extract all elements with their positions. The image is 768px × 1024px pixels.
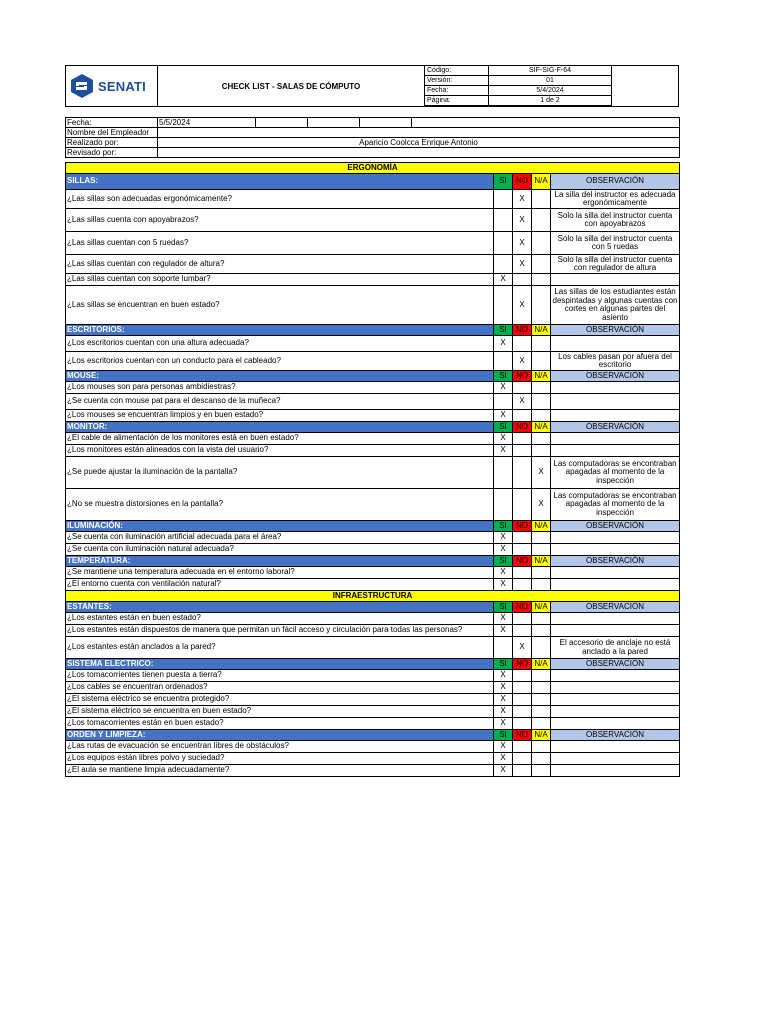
col-observacion: OBSERVACIÓN (551, 659, 680, 670)
mark-x: X (500, 753, 506, 763)
observation (551, 445, 680, 457)
mark-no (513, 613, 532, 625)
section-header (66, 659, 680, 670)
mark-si (494, 445, 513, 457)
document-meta (424, 65, 612, 106)
mark-no (513, 286, 532, 325)
band-infraestructura (66, 591, 680, 602)
checklist-row (66, 410, 680, 422)
empleador-label: Nombre del Empleador (66, 128, 158, 138)
observation: El accesorio de anclaje no está anclado a la pared (551, 637, 680, 659)
question: ¿No se muestra distorsiones en la pantalla? (66, 489, 494, 521)
mark-x: X (500, 579, 506, 589)
observation (551, 670, 680, 682)
mark-si (494, 765, 513, 777)
mark-x: X (519, 193, 525, 203)
col-no: NO (513, 325, 532, 336)
mark-si (494, 625, 513, 637)
checklist-row (66, 190, 680, 209)
question: ¿Se mantiene una temperatura adecuada en el entorno laboral? (66, 567, 494, 579)
checklist-row (66, 567, 680, 579)
col-observacion: OBSERVACIÓN (551, 521, 680, 532)
meta-row (425, 76, 612, 86)
mark-si (494, 718, 513, 730)
mark-x: X (500, 567, 506, 577)
col-observacion: OBSERVACIÓN (551, 174, 680, 190)
col-no: NO (513, 521, 532, 532)
question: ¿Los mouses son para personas ambidiestras? (66, 382, 494, 394)
question: ¿Los escritorios cuentan con una altura adecuada? (66, 336, 494, 352)
mark-si (494, 232, 513, 255)
mark-na (532, 232, 551, 255)
observation (551, 433, 680, 445)
checklist-row (66, 433, 680, 445)
mark-no (513, 741, 532, 753)
question: ¿Las sillas son adecuadas ergonómicamente? (66, 190, 494, 209)
checklist-row (66, 579, 680, 591)
meta-row (425, 66, 612, 76)
mark-x: X (500, 532, 506, 542)
mark-x: X (519, 214, 525, 224)
checklist-row (66, 694, 680, 706)
checklist-row (66, 209, 680, 232)
question: ¿Las sillas cuentan con regulador de altura? (66, 255, 494, 274)
col-si: SI (494, 422, 513, 433)
question: ¿Los tomacorrientes tienen puesta a tierra? (66, 670, 494, 682)
observation (551, 753, 680, 765)
section-title: MOUSE: (66, 371, 494, 382)
mark-x: X (519, 258, 525, 268)
mark-si (494, 682, 513, 694)
empleador-value (158, 128, 680, 138)
col-si: SI (494, 325, 513, 336)
col-no: NO (513, 659, 532, 670)
question: ¿El aula se mantiene limpia adecuadamente? (66, 765, 494, 777)
mark-no (513, 232, 532, 255)
mark-si (494, 706, 513, 718)
checklist-row (66, 255, 680, 274)
mark-x: X (500, 445, 506, 455)
checklist-row (66, 489, 680, 521)
question: ¿Se puede ajustar la iluminación de la pantalla? (66, 457, 494, 489)
document-header (65, 65, 679, 107)
mark-no (513, 457, 532, 489)
mark-x: X (500, 718, 506, 728)
checklist-sheet (65, 65, 679, 777)
mark-no (513, 489, 532, 521)
section-header (66, 521, 680, 532)
mark-si (494, 286, 513, 325)
checklist-row (66, 286, 680, 325)
mark-no (513, 579, 532, 591)
question: ¿Los equipos están libres polvo y suciedad? (66, 753, 494, 765)
observation (551, 694, 680, 706)
mark-x: X (500, 274, 506, 284)
mark-na (532, 433, 551, 445)
checklist-row (66, 706, 680, 718)
question: ¿Se cuenta con iluminación artificial adecuada para el área? (66, 532, 494, 544)
mark-no (513, 190, 532, 209)
mark-na (532, 544, 551, 556)
col-observacion: OBSERVACIÓN (551, 556, 680, 567)
mark-si (494, 394, 513, 410)
meta-value: 5/4/2024 (489, 86, 612, 96)
mark-na (532, 625, 551, 637)
observation (551, 625, 680, 637)
meta-label: Versión: (425, 76, 489, 86)
observation: La silla del instructor es adecuada ergonómicamente (551, 190, 680, 209)
mark-na (532, 532, 551, 544)
mark-no (513, 532, 532, 544)
meta-row (425, 96, 612, 106)
checklist-row (66, 274, 680, 286)
section-header (66, 371, 680, 382)
mark-no (513, 625, 532, 637)
mark-x: X (519, 237, 525, 247)
band-title: INFRAESTRUCTURA (66, 591, 680, 602)
observation (551, 532, 680, 544)
checklist-row (66, 625, 680, 637)
mark-si (494, 255, 513, 274)
mark-na (532, 286, 551, 325)
col-si: SI (494, 174, 513, 190)
mark-si (494, 433, 513, 445)
mark-si (494, 753, 513, 765)
mark-no (513, 544, 532, 556)
section-title: ILUMINACIÓN: (66, 521, 494, 532)
brand-name: SENATI (98, 78, 146, 94)
inspection-info (65, 117, 680, 158)
section-header (66, 556, 680, 567)
revisado-label: Revisado por: (66, 148, 158, 158)
mark-x: X (500, 544, 506, 554)
band-ergonomia (66, 163, 680, 174)
mark-x: X (519, 355, 525, 365)
mark-x: X (500, 694, 506, 704)
mark-na (532, 336, 551, 352)
question: ¿Los tomacorrientes están en buen estado? (66, 718, 494, 730)
mark-x: X (500, 613, 506, 623)
mark-x: X (500, 433, 506, 443)
mark-na (532, 410, 551, 422)
fecha-value: 5/5/2024 (158, 118, 256, 128)
section-header (66, 422, 680, 433)
mark-na (532, 753, 551, 765)
revisado-value (158, 148, 680, 158)
section-title: SISTEMA ELECTRICO: (66, 659, 494, 670)
question: ¿Los estantes están anclados a la pared? (66, 637, 494, 659)
checklist-row (66, 382, 680, 394)
mark-x: X (500, 765, 506, 775)
col-na: N/A (532, 174, 551, 190)
checklist-row (66, 394, 680, 410)
mark-na (532, 694, 551, 706)
section-title: ORDEN Y LIMPIEZA: (66, 730, 494, 741)
mark-no (513, 433, 532, 445)
section-header (66, 602, 680, 613)
mark-x: X (519, 396, 525, 406)
band-title: ERGONOMÍA (66, 163, 680, 174)
mark-na (532, 255, 551, 274)
checklist-row (66, 682, 680, 694)
mark-na (532, 489, 551, 521)
checklist-row (66, 718, 680, 730)
mark-na (532, 394, 551, 410)
observation: Solo la silla del instructor cuenta con regulador de altura (551, 255, 680, 274)
observation (551, 706, 680, 718)
mark-x: X (538, 499, 544, 509)
mark-na (532, 741, 551, 753)
col-si: SI (494, 521, 513, 532)
observation: Solo la silla del instructor cuenta con 5 ruedas (551, 232, 680, 255)
col-na: N/A (532, 521, 551, 532)
col-no: NO (513, 371, 532, 382)
meta-value: SIF-SIG-F-64 (489, 66, 612, 76)
mark-no (513, 274, 532, 286)
mark-si (494, 567, 513, 579)
question: ¿Los estantes están en buen estado? (66, 613, 494, 625)
section-header (66, 325, 680, 336)
observation (551, 718, 680, 730)
mark-x: X (519, 642, 525, 652)
mark-na (532, 670, 551, 682)
meta-label: Código: (425, 66, 489, 76)
checklist-row (66, 336, 680, 352)
mark-no (513, 410, 532, 422)
question: ¿Se cuenta con iluminación natural adecuada? (66, 544, 494, 556)
checklist-row (66, 765, 680, 777)
checklist-row (66, 637, 680, 659)
section-title: MONITOR: (66, 422, 494, 433)
checklist-row (66, 532, 680, 544)
checklist-row (66, 613, 680, 625)
mark-na (532, 765, 551, 777)
mark-na (532, 682, 551, 694)
mark-x: X (500, 741, 506, 751)
mark-no (513, 765, 532, 777)
mark-no (513, 382, 532, 394)
mark-no (513, 706, 532, 718)
mark-si (494, 694, 513, 706)
mark-na (532, 613, 551, 625)
mark-no (513, 718, 532, 730)
col-na: N/A (532, 659, 551, 670)
question: ¿Los mouses se encuentran limpios y en buen estado? (66, 410, 494, 422)
col-si: SI (494, 659, 513, 670)
observation (551, 741, 680, 753)
observation (551, 410, 680, 422)
col-no: NO (513, 602, 532, 613)
observation (551, 274, 680, 286)
col-no: NO (513, 174, 532, 190)
col-observacion: OBSERVACIÓN (551, 325, 680, 336)
checklist-table (65, 162, 680, 777)
observation (551, 765, 680, 777)
mark-na (532, 209, 551, 232)
observation (551, 394, 680, 410)
realizado-value: Aparicio Coolcca Enrique Antonio (158, 138, 680, 148)
mark-si (494, 670, 513, 682)
mark-si (494, 741, 513, 753)
section-title: TEMPERATURA: (66, 556, 494, 567)
mark-x: X (500, 670, 506, 680)
checklist-row (66, 741, 680, 753)
col-si: SI (494, 371, 513, 382)
mark-na (532, 706, 551, 718)
col-no: NO (513, 730, 532, 741)
section-title: ESTANTES: (66, 602, 494, 613)
mark-si (494, 613, 513, 625)
question: ¿Los estantes están dispuestos de manera que permitan un fácil acceso y circulación para todas las personas? (66, 625, 494, 637)
checklist-row (66, 352, 680, 371)
mark-x: X (519, 299, 525, 309)
question: ¿El cable de alimentación de los monitores está en buen estado? (66, 433, 494, 445)
mark-na (532, 382, 551, 394)
question: ¿Los escritorios cuentan con un conducto para el cableado? (66, 352, 494, 371)
col-observacion: OBSERVACIÓN (551, 730, 680, 741)
mark-si (494, 209, 513, 232)
fecha-label: Fecha: (66, 118, 158, 128)
question: ¿El sistema eléctrico se encuentra protegido? (66, 694, 494, 706)
col-no: NO (513, 422, 532, 433)
question: ¿Se cuenta con mouse pat para el descanso de la muñeca? (66, 394, 494, 410)
question: ¿El sistema eléctrico se encuentra en buen estado? (66, 706, 494, 718)
mark-na (532, 445, 551, 457)
checklist-row (66, 232, 680, 255)
mark-na (532, 637, 551, 659)
section-header (66, 174, 680, 190)
meta-label: Fecha: (425, 86, 489, 96)
checklist-row (66, 753, 680, 765)
mark-x: X (500, 682, 506, 692)
observation (551, 579, 680, 591)
question: ¿Las sillas cuenta con apoyabrazos? (66, 209, 494, 232)
mark-si (494, 637, 513, 659)
observation (551, 382, 680, 394)
checklist-row (66, 670, 680, 682)
observation: Las sillas de los estudiantes están despintadas y algunas cuentas con cortes en algunas partes del asiento (551, 286, 680, 325)
mark-na (532, 352, 551, 371)
mark-no (513, 255, 532, 274)
checklist-row (66, 445, 680, 457)
mark-na (532, 718, 551, 730)
mark-si (494, 489, 513, 521)
col-observacion: OBSERVACIÓN (551, 371, 680, 382)
mark-si (494, 579, 513, 591)
mark-no (513, 637, 532, 659)
col-na: N/A (532, 325, 551, 336)
col-na: N/A (532, 371, 551, 382)
col-na: N/A (532, 556, 551, 567)
col-si: SI (494, 730, 513, 741)
mark-na (532, 579, 551, 591)
question: ¿El entorno cuenta con ventilación natural? (66, 579, 494, 591)
mark-no (513, 670, 532, 682)
observation: Los cables pasan por afuera del escritorio (551, 352, 680, 371)
senati-logo (66, 66, 158, 106)
mark-si (494, 336, 513, 352)
mark-si (494, 274, 513, 286)
mark-si (494, 410, 513, 422)
col-na: N/A (532, 422, 551, 433)
mark-no (513, 753, 532, 765)
mark-x: X (500, 625, 506, 635)
section-title: ESCRITORIOS: (66, 325, 494, 336)
checklist-row (66, 457, 680, 489)
observation: Las computadoras se encontraban apagadas al momento de la inspección (551, 457, 680, 489)
mark-si (494, 352, 513, 371)
mark-no (513, 567, 532, 579)
meta-label: Página: (425, 96, 489, 106)
mark-x: X (500, 410, 506, 420)
col-na: N/A (532, 730, 551, 741)
question: ¿Los cables se encuentran ordenados? (66, 682, 494, 694)
mark-si (494, 382, 513, 394)
question: ¿Las sillas cuentan con 5 ruedas? (66, 232, 494, 255)
mark-x: X (500, 706, 506, 716)
mark-no (513, 209, 532, 232)
mark-x: X (500, 338, 506, 348)
col-si: SI (494, 556, 513, 567)
mark-na (532, 457, 551, 489)
mark-no (513, 694, 532, 706)
observation (551, 544, 680, 556)
realizado-label: Realizado por: (66, 138, 158, 148)
question: ¿Las sillas cuentan con soporte lumbar? (66, 274, 494, 286)
checklist-row (66, 544, 680, 556)
mark-x: X (500, 382, 506, 392)
meta-value: 1 de 2 (489, 96, 612, 106)
observation (551, 613, 680, 625)
question: ¿Las rutas de evacuación se encuentran libres de obstáculos? (66, 741, 494, 753)
question: ¿Los monitores están alineados con la vista del usuario? (66, 445, 494, 457)
section-title: SILLAS: (66, 174, 494, 190)
col-na: N/A (532, 602, 551, 613)
col-no: NO (513, 556, 532, 567)
mark-na (532, 274, 551, 286)
mark-no (513, 336, 532, 352)
observation (551, 567, 680, 579)
col-si: SI (494, 602, 513, 613)
observation: Solo la silla del instructor cuenta con apoyabrazos (551, 209, 680, 232)
col-observacion: OBSERVACIÓN (551, 422, 680, 433)
mark-na (532, 567, 551, 579)
document-title: CHECK LIST - SALAS DE CÓMPUTO (221, 81, 361, 91)
mark-na (532, 190, 551, 209)
mark-si (494, 532, 513, 544)
mark-no (513, 352, 532, 371)
senati-logo-icon (69, 73, 95, 99)
mark-si (494, 457, 513, 489)
question: ¿Las sillas se encuentran en buen estado? (66, 286, 494, 325)
observation (551, 682, 680, 694)
col-observacion: OBSERVACIÓN (551, 602, 680, 613)
meta-row (425, 86, 612, 96)
mark-no (513, 682, 532, 694)
meta-value: 01 (489, 76, 612, 86)
observation: Las computadoras se encontraban apagadas al momento de la inspección (551, 489, 680, 521)
mark-si (494, 544, 513, 556)
mark-no (513, 394, 532, 410)
section-header (66, 730, 680, 741)
mark-si (494, 190, 513, 209)
observation (551, 336, 680, 352)
mark-x: X (538, 467, 544, 477)
mark-no (513, 445, 532, 457)
